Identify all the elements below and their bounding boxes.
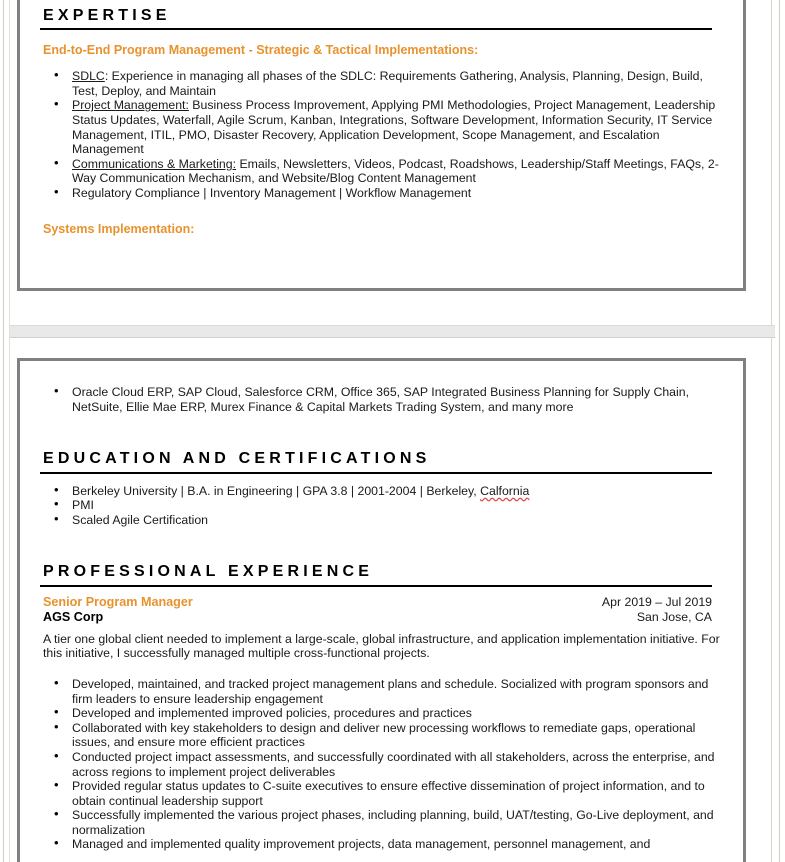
bullet-text: Regulatory Compliance | Inventory Management | Workflow Management bbox=[72, 186, 472, 201]
page-1-content bbox=[40, 0, 731, 237]
job-company: AGS Corp bbox=[43, 610, 104, 625]
viewer-left-rail-inner bbox=[9, 0, 10, 862]
education-list bbox=[40, 484, 731, 528]
bullet-text: Managed and implemented quality improvement projects, data management, personnel management, and bbox=[72, 837, 651, 852]
list-item bbox=[40, 513, 731, 528]
list-item bbox=[40, 186, 731, 201]
bullet-text: Successfully implemented the various project phases, including planning, build, UAT/testing, Go-Live deployment, and normalization bbox=[72, 808, 714, 837]
misspelled-word: Calfornia bbox=[480, 483, 530, 498]
job-bullet-list bbox=[40, 677, 731, 852]
list-item bbox=[40, 706, 731, 721]
list-item bbox=[40, 98, 731, 156]
job-meta bbox=[602, 595, 712, 626]
education-text: Berkeley University | B.A. in Engineering | GPA 3.8 | 2001-2004 | Berkeley, bbox=[72, 483, 481, 498]
bullet-text: Collaborated with key stakeholders to design and deliver new processing workflows to remediate gaps, operational issues, and ensure more efficient practices bbox=[72, 720, 696, 750]
job-location: San Jose, CA bbox=[636, 610, 712, 625]
page-2-content bbox=[40, 361, 731, 852]
bullet-text: Oracle Cloud ERP, SAP Cloud, Salesforce CRM, Office 365, SAP Integrated Business Planning for Supply Chain, NetSuite, Ellie Mae ERP, Murex Finance & Capital Markets Trading System, and many more bbox=[72, 385, 689, 414]
list-item bbox=[40, 779, 731, 808]
list-item bbox=[40, 385, 731, 414]
section-heading-education: EDUCATION AND CERTIFICATIONS bbox=[43, 450, 431, 468]
bullet-lead-in: SDLC bbox=[72, 69, 105, 84]
job-identity bbox=[43, 595, 193, 626]
bullet-text: Business Process Improvement, Applying PMI Methodologies, Project Management, Leadership Status Updates, Waterfall, Agile Scrum, Kanban, Integrations, Software Development, Information Security, IT Service Management, ITIL, PMO, Disaster Recovery, Application Development, Scope Management, and Escalation Management bbox=[72, 98, 716, 157]
bullet-text: Developed and implemented improved policies, procedures and practices bbox=[72, 706, 472, 721]
page-break-separator bbox=[10, 325, 775, 338]
list-item bbox=[40, 157, 731, 186]
education-text: PMI bbox=[72, 498, 94, 513]
job-dates: Apr 2019 – Jul 2019 bbox=[601, 594, 712, 609]
list-item bbox=[40, 677, 731, 706]
document-page-2 bbox=[17, 358, 746, 862]
expertise-bullet-list bbox=[40, 69, 731, 200]
list-item bbox=[40, 498, 731, 513]
job-title: Senior Program Manager bbox=[43, 594, 193, 609]
bullet-text: Developed, maintained, and tracked project management plans and schedule. Socialized with program sponsors and firm leaders to ensure leadership engagement bbox=[72, 676, 709, 706]
list-item bbox=[40, 69, 731, 98]
bullet-lead-in: Project Management: bbox=[72, 98, 189, 113]
bullet-text: : Experience in managing all phases of the SDLC: Requirements Gathering, Analysis, Planning, Design, Build, Test, Deploy, and Maintain bbox=[72, 69, 703, 98]
list-item bbox=[40, 484, 731, 499]
bullet-text: Conducted project impact assessments, and successfully coordinated with all stakeholders, across the enterprise, and across regions to implement project deliverables bbox=[72, 749, 715, 779]
systems-bullet-list bbox=[40, 385, 731, 414]
list-item bbox=[40, 750, 731, 779]
list-item bbox=[40, 808, 731, 837]
bullet-text: Provided regular status updates to C-suite executives to ensure effective dissemination of project information, and to obtain continual leadership support bbox=[72, 779, 705, 808]
bullet-lead-in: Communications & Marketing: bbox=[72, 156, 237, 171]
bullet-text: Emails, Newsletters, Videos, Podcast, Roadshows, Leadership/Staff Meetings, FAQs, 2-Way Communication Mechanism, and Website/Blog Content Management bbox=[72, 156, 719, 186]
section-heading-expertise: EXPERTISE bbox=[43, 7, 171, 24]
subheading-systems-implementation: Systems Implementation: bbox=[43, 221, 195, 236]
section-heading-professional-experience: PROFESSIONAL EXPERIENCE bbox=[43, 563, 374, 581]
subheading-program-management: End-to-End Program Management - Strategic & Tactical Implementations: bbox=[43, 43, 479, 58]
viewer-left-rail bbox=[3, 0, 4, 862]
education-text: Scaled Agile Certification bbox=[72, 512, 209, 527]
list-item bbox=[40, 837, 731, 852]
list-item bbox=[40, 721, 731, 750]
viewer-right-rail-inner bbox=[771, 0, 772, 862]
document-page-1 bbox=[17, 0, 746, 291]
job-entry-header bbox=[40, 595, 712, 626]
viewer-right-rail bbox=[779, 0, 780, 862]
job-summary: A tier one global client needed to implement a large-scale, global infrastructure, and application implementation initiative. For this initiative, I successfully managed multiple cross-functional projects. bbox=[43, 631, 720, 661]
